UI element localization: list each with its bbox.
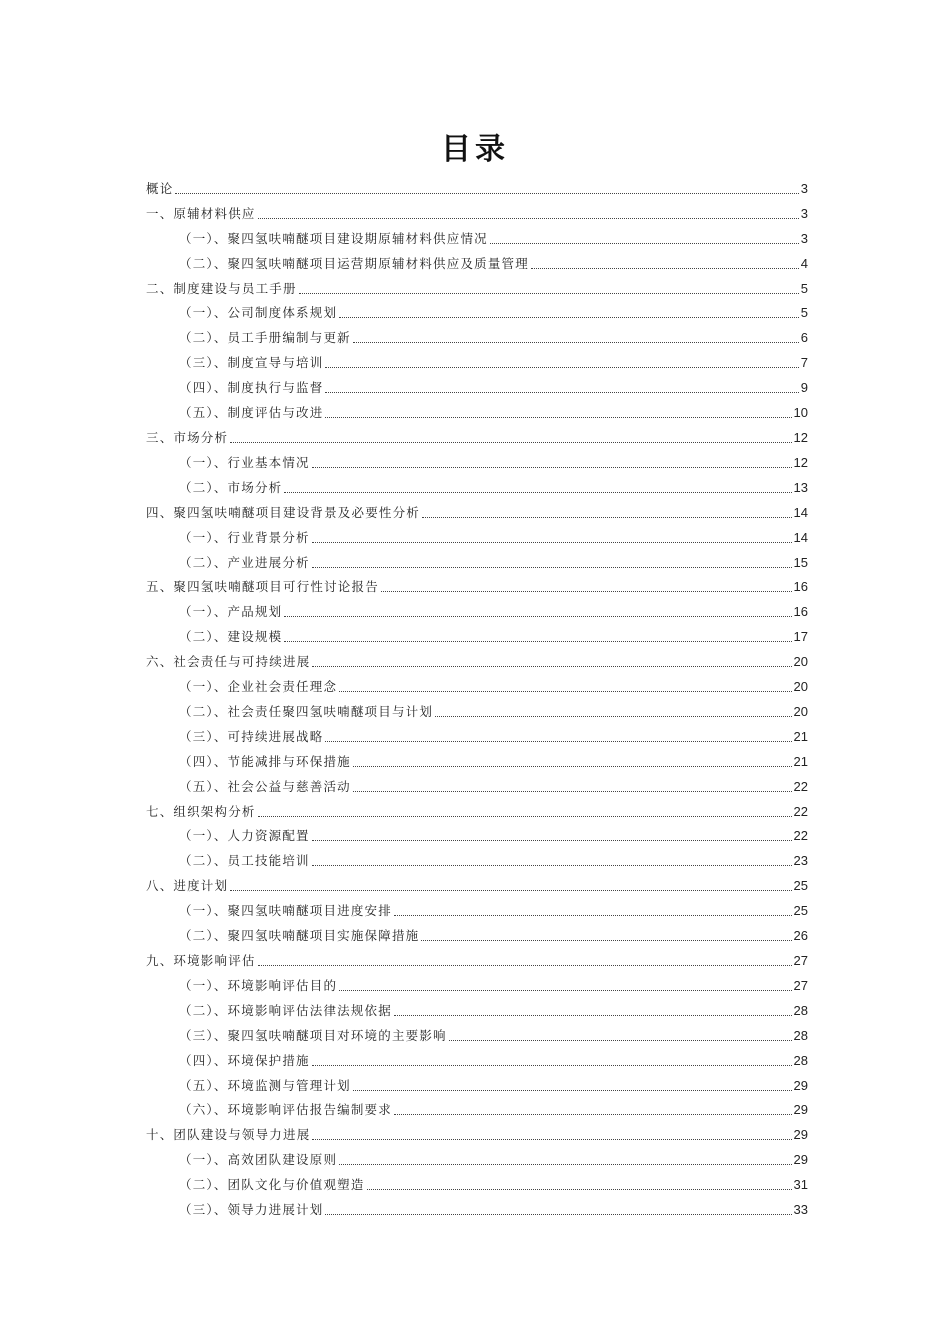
toc-subentry[interactable] xyxy=(146,622,808,647)
toc-page-number: 27 xyxy=(793,953,808,968)
toc-subentry[interactable] xyxy=(146,348,808,373)
toc-page-number: 14 xyxy=(793,529,808,545)
table-of-contents xyxy=(146,174,808,1220)
toc-subentry[interactable] xyxy=(146,822,808,847)
dot-leader xyxy=(325,366,798,368)
toc-page-number: 16 xyxy=(793,579,808,595)
toc-page-number: 23 xyxy=(793,853,808,869)
dot-leader xyxy=(531,267,799,269)
toc-page-number: 22 xyxy=(793,778,808,794)
toc-entry-label: （二）、环境影响评估法律法规依据 xyxy=(179,1002,392,1018)
toc-entry-label: （一）、行业背景分析 xyxy=(179,529,310,545)
toc-subentry[interactable] xyxy=(146,1170,808,1195)
dot-leader xyxy=(339,1163,791,1165)
dot-leader xyxy=(353,765,792,767)
dot-leader xyxy=(284,615,791,617)
toc-subentry[interactable] xyxy=(146,1071,808,1096)
toc-page-number: 12 xyxy=(793,429,808,445)
toc-entry-label: （一）、聚四氢呋喃醚项目建设期原辅材料供应情况 xyxy=(179,230,488,246)
toc-entry-label: （三）、可持续进展战略 xyxy=(179,728,324,744)
toc-entry-label: （一）、人力资源配置 xyxy=(179,828,310,844)
dot-leader xyxy=(435,715,791,717)
dot-leader xyxy=(312,541,792,543)
toc-page-number: 15 xyxy=(793,554,808,570)
toc-entry[interactable] xyxy=(146,573,808,598)
dot-leader xyxy=(339,316,799,318)
toc-page-number: 25 xyxy=(793,903,808,919)
dot-leader xyxy=(325,740,791,742)
toc-page-number: 16 xyxy=(793,604,808,620)
toc-entry-label: 五、聚四氢呋喃醚项目可行性讨论报告 xyxy=(146,579,379,595)
toc-page-number: 6 xyxy=(800,330,808,346)
toc-page-number: 25 xyxy=(793,878,808,894)
dot-leader xyxy=(353,790,792,792)
toc-subentry[interactable] xyxy=(146,398,808,423)
toc-subentry[interactable] xyxy=(146,896,808,921)
toc-entry[interactable] xyxy=(146,498,808,523)
toc-entry-label: （一）、产品规划 xyxy=(179,604,283,620)
toc-entry-label: （二）、员工手册编制与更新 xyxy=(179,330,351,346)
dot-leader xyxy=(339,989,791,991)
dot-leader xyxy=(312,1064,792,1066)
dot-leader xyxy=(325,391,798,393)
toc-subentry[interactable] xyxy=(146,772,808,797)
dot-leader xyxy=(312,466,792,468)
toc-entry-label: 三、市场分析 xyxy=(146,429,229,445)
toc-subentry[interactable] xyxy=(146,523,808,548)
toc-entry-label: （三）、聚四氢呋喃醚项目对环境的主要影响 xyxy=(179,1027,447,1043)
toc-subentry[interactable] xyxy=(146,722,808,747)
toc-subentry[interactable] xyxy=(146,1021,808,1046)
toc-subentry[interactable] xyxy=(146,548,808,573)
toc-subentry[interactable] xyxy=(146,249,808,274)
toc-entry-label: （二）、聚四氢呋喃醚项目实施保障措施 xyxy=(179,928,420,944)
dot-leader xyxy=(299,292,799,294)
toc-page-number: 21 xyxy=(793,753,808,769)
dot-leader xyxy=(312,665,791,667)
dot-leader xyxy=(258,815,792,817)
toc-subentry[interactable] xyxy=(146,747,808,772)
toc-entry-label: 二、制度建设与员工手册 xyxy=(146,280,297,296)
toc-page-number: 28 xyxy=(793,1027,808,1043)
toc-subentry[interactable] xyxy=(146,323,808,348)
toc-entry-label: （三）、领导力进展计划 xyxy=(179,1202,324,1218)
toc-page-number: 26 xyxy=(793,928,808,944)
toc-page-number: 22 xyxy=(793,803,808,819)
toc-page-number: 29 xyxy=(793,1127,808,1143)
toc-page-number: 17 xyxy=(793,629,808,645)
toc-subentry[interactable] xyxy=(146,1096,808,1121)
toc-entry[interactable] xyxy=(146,274,808,299)
toc-entry-label: （二）、产业进展分析 xyxy=(179,554,310,570)
dot-leader xyxy=(381,590,792,592)
toc-entry[interactable] xyxy=(146,647,808,672)
toc-page-number: 29 xyxy=(793,1102,808,1118)
toc-entry-label: （二）、建设规模 xyxy=(179,629,283,645)
toc-page-number: 29 xyxy=(793,1152,808,1168)
toc-page-number: 13 xyxy=(793,479,808,495)
toc-entry-label: 八、进度计划 xyxy=(146,878,229,894)
dot-leader xyxy=(353,341,799,343)
toc-entry-label: （一）、聚四氢呋喃醚项目进度安排 xyxy=(179,903,392,919)
dot-leader xyxy=(175,192,798,194)
dot-leader xyxy=(312,566,792,568)
toc-page-number: 20 xyxy=(793,679,808,695)
toc-entry-label: （二）、社会责任聚四氢呋喃醚项目与计划 xyxy=(179,703,434,719)
toc-entry[interactable] xyxy=(146,423,808,448)
toc-page-number: 31 xyxy=(793,1177,808,1193)
toc-entry-label: （一）、行业基本情况 xyxy=(179,454,310,470)
dot-leader xyxy=(258,217,799,219)
toc-subentry[interactable] xyxy=(146,473,808,498)
toc-entry-label: （二）、员工技能培训 xyxy=(179,853,310,869)
dot-leader xyxy=(312,839,792,841)
dot-leader xyxy=(449,1039,792,1041)
toc-page-number: 5 xyxy=(800,305,808,321)
toc-entry[interactable] xyxy=(146,797,808,822)
toc-entry-label: （二）、团队文化与价值观塑造 xyxy=(179,1177,365,1193)
toc-subentry[interactable] xyxy=(146,597,808,622)
dot-leader xyxy=(394,1014,792,1016)
toc-entry-label: 十、团队建设与领导力进展 xyxy=(146,1127,311,1143)
toc-subentry[interactable] xyxy=(146,1145,808,1170)
toc-subentry[interactable] xyxy=(146,448,808,473)
toc-page-number: 3 xyxy=(800,205,808,221)
toc-entry-label: （一）、公司制度体系规划 xyxy=(179,305,338,321)
dot-leader xyxy=(230,441,791,443)
dot-leader xyxy=(422,516,792,518)
toc-page-number: 28 xyxy=(793,1052,808,1068)
dot-leader xyxy=(421,939,791,941)
dot-leader xyxy=(325,1213,791,1215)
dot-leader xyxy=(394,914,792,916)
dot-leader xyxy=(312,864,792,866)
toc-subentry[interactable] xyxy=(146,672,808,697)
toc-entry-label: （五）、社会公益与慈善活动 xyxy=(179,778,351,794)
toc-page-number: 3 xyxy=(800,230,808,246)
toc-entry-label: （一）、环境影响评估目的 xyxy=(179,977,338,993)
toc-page-number: 22 xyxy=(793,828,808,844)
toc-entry-label: 一、原辅材料供应 xyxy=(146,205,256,221)
toc-entry-label: 四、聚四氢呋喃醚项目建设背景及必要性分析 xyxy=(146,504,421,520)
toc-entry-label: （二）、市场分析 xyxy=(179,479,283,495)
toc-entry[interactable] xyxy=(146,946,808,971)
toc-page-number: 10 xyxy=(793,405,808,421)
toc-page-number: 20 xyxy=(793,654,808,670)
toc-page-number: 33 xyxy=(793,1202,808,1218)
toc-subentry[interactable] xyxy=(146,697,808,722)
toc-page-number: 29 xyxy=(793,1077,808,1093)
toc-entry-label: （四）、环境保护措施 xyxy=(179,1052,310,1068)
toc-page-number: 28 xyxy=(793,1002,808,1018)
toc-entry-label: （一）、企业社会责任理念 xyxy=(179,679,338,695)
toc-page-number: 4 xyxy=(800,255,808,271)
toc-entry-label: （四）、节能减排与环保措施 xyxy=(179,753,351,769)
dot-leader xyxy=(353,1089,792,1091)
dot-leader xyxy=(394,1113,792,1115)
toc-entry-label: （三）、制度宣导与培训 xyxy=(179,355,324,371)
dot-leader xyxy=(258,964,792,966)
toc-page-number: 27 xyxy=(793,977,808,993)
toc-page-number: 21 xyxy=(793,728,808,744)
dot-leader xyxy=(284,640,791,642)
toc-subentry[interactable] xyxy=(146,224,808,249)
dot-leader xyxy=(312,1138,791,1140)
toc-subentry[interactable] xyxy=(146,921,808,946)
toc-entry-label: （一）、高效团队建设原则 xyxy=(179,1152,338,1168)
toc-page-number: 20 xyxy=(793,703,808,719)
toc-entry-label: 六、社会责任与可持续进展 xyxy=(146,654,311,670)
toc-page-number: 14 xyxy=(793,504,808,520)
toc-entry-label: 七、组织架构分析 xyxy=(146,803,256,819)
toc-subentry[interactable] xyxy=(146,1195,808,1220)
toc-page-number: 3 xyxy=(800,180,808,196)
toc-entry-label: （五）、环境监测与管理计划 xyxy=(179,1077,351,1093)
toc-entry[interactable] xyxy=(146,174,808,199)
dot-leader xyxy=(325,416,791,418)
page-title: 目录 xyxy=(441,132,509,167)
dot-leader xyxy=(339,690,791,692)
toc-entry-label: 概论 xyxy=(146,180,174,196)
toc-page-number: 7 xyxy=(800,355,808,371)
toc-entry[interactable] xyxy=(146,1120,808,1145)
toc-subentry[interactable] xyxy=(146,971,808,996)
toc-page-number: 12 xyxy=(793,454,808,470)
dot-leader xyxy=(230,889,791,891)
toc-entry[interactable] xyxy=(146,199,808,224)
toc-entry-label: （五）、制度评估与改进 xyxy=(179,405,324,421)
toc-page-number: 5 xyxy=(800,280,808,296)
toc-subentry[interactable] xyxy=(146,373,808,398)
toc-subentry[interactable] xyxy=(146,846,808,871)
toc-subentry[interactable] xyxy=(146,1046,808,1071)
toc-entry-label: 九、环境影响评估 xyxy=(146,953,256,968)
toc-subentry[interactable] xyxy=(146,996,808,1021)
toc-entry[interactable] xyxy=(146,871,808,896)
dot-leader xyxy=(367,1188,792,1190)
toc-entry-label: （四）、制度执行与监督 xyxy=(179,380,324,396)
dot-leader xyxy=(490,242,799,244)
dot-leader xyxy=(284,491,791,493)
toc-subentry[interactable] xyxy=(146,299,808,324)
toc-page-number: 9 xyxy=(800,380,808,396)
toc-entry-label: （六）、环境影响评估报告编制要求 xyxy=(179,1102,392,1118)
toc-entry-label: （二）、聚四氢呋喃醚项目运营期原辅材料供应及质量管理 xyxy=(179,255,529,271)
